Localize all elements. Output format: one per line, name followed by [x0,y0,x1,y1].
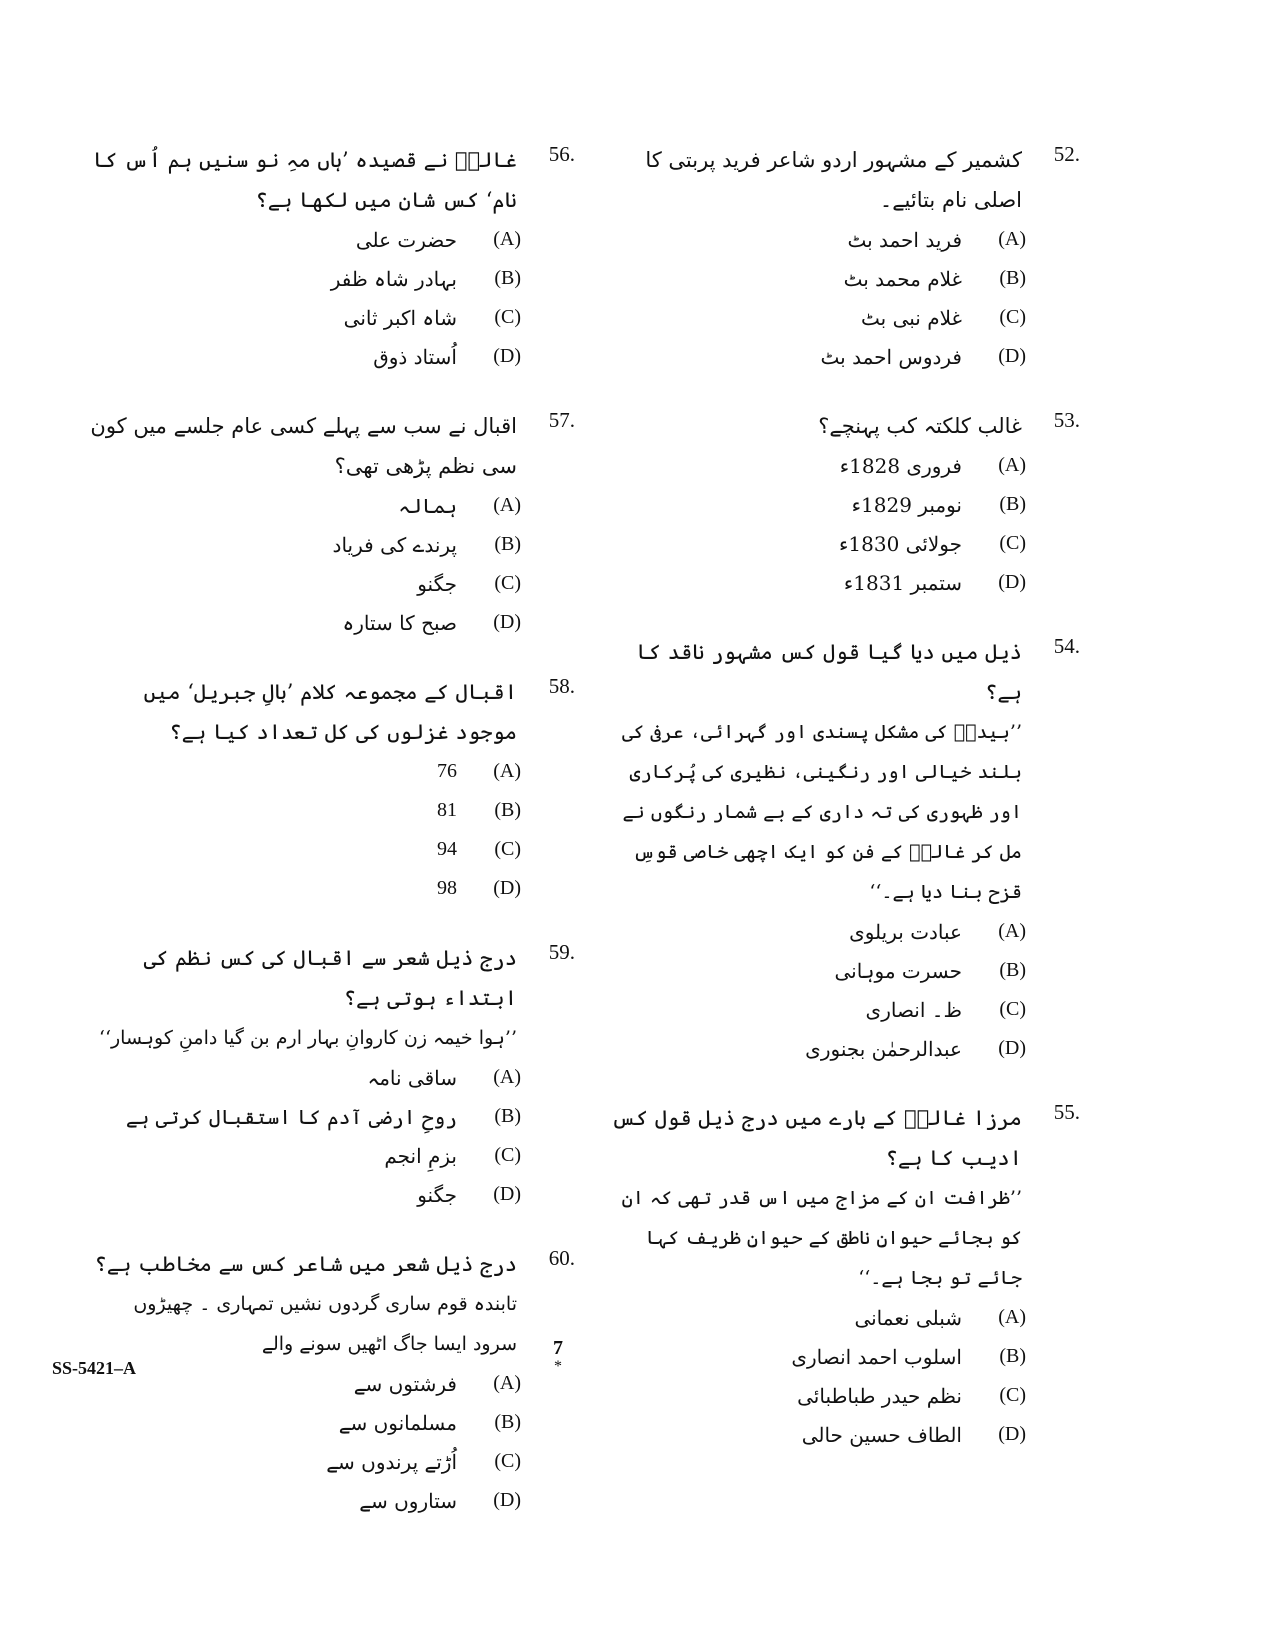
options-list [85,486,521,642]
option-text: اُستاد ذوق [373,344,457,369]
option-text: جولائی 1830ء [838,531,962,556]
option-text: روحِ ارضی آدم کا استقبال کرتی ہے [125,1104,457,1129]
question-number: 60. [548,1246,575,1270]
option-text: ستاروں سے [359,1488,457,1513]
question-stem: غالبؔ نے قصیدہ ’ہاں مہِ نو سنیں ہم اُس کا نام‘ کس شان میں لکھا ہے؟ [92,148,517,212]
option-text: 81 [437,799,457,821]
option-text: صبح کا ستارہ [342,610,457,635]
option-label: (D) [493,611,521,633]
question-59 [85,938,575,1214]
options-list [85,220,521,376]
option-a[interactable] [85,220,521,259]
option-label: (B) [494,1411,521,1433]
question-number: 52. [1053,142,1080,166]
question-stem: غالب کلکتہ کب پہنچے؟ [818,414,1022,438]
option-c[interactable] [85,1136,521,1175]
option-d[interactable] [85,1481,521,1520]
option-label: (B) [494,533,521,555]
option-text: اُڑتے پرندوں سے [326,1449,457,1474]
option-d[interactable] [600,337,1026,376]
option-text: فروری 1828ء [839,453,962,478]
option-text: فرید احمد بٹ [847,227,962,252]
option-c[interactable] [85,1442,521,1481]
option-label: (B) [494,267,521,289]
question-60 [85,1244,575,1520]
question-52 [600,140,1080,376]
option-label: (A) [493,494,521,516]
quoted-passage: ’’ظرافت ان کے مزاج میں اس قدر تھی کہ ان کو بجائے حیوانِ ناطق کے حیوانِ ظریف کہا جائے تو بجا ہے۔‘‘ [621,1187,1022,1289]
option-d[interactable] [85,603,521,642]
option-b[interactable] [85,1097,521,1136]
option-label: (B) [494,1105,521,1127]
option-d[interactable] [85,1175,521,1214]
option-a[interactable] [85,1364,521,1403]
option-text: شبلی نعمانی [854,1305,962,1330]
option-b[interactable] [85,791,521,830]
option-a[interactable] [600,1298,1026,1337]
option-text: نومبر 1829ء [851,492,962,517]
option-label: (B) [999,1345,1026,1367]
options-list [85,1364,521,1520]
option-text: عبدالرحمٰن بجنوری [805,1036,962,1061]
option-text: 98 [437,877,457,899]
option-text: مسلمانوں سے [338,1410,457,1435]
option-b[interactable] [85,525,521,564]
option-label: (C) [999,532,1026,554]
option-text: نظم حیدر طباطبائی [797,1383,962,1408]
option-a[interactable] [85,486,521,525]
option-label: (C) [494,1450,521,1472]
option-label: (D) [998,1037,1026,1059]
paper-code: SS-5421–A [52,1358,137,1378]
option-label: (A) [998,228,1026,250]
question-53 [600,406,1080,602]
option-text: بزمِ انجم [384,1143,457,1168]
option-text: الطاف حسین حالی [801,1422,962,1447]
option-label: (C) [494,1144,521,1166]
option-c[interactable] [85,298,521,337]
page-marker: * [554,1358,562,1375]
option-label: (D) [998,1423,1026,1445]
option-label: (A) [998,920,1026,942]
option-d[interactable] [85,869,521,908]
option-label: (C) [494,572,521,594]
question-58 [85,672,575,908]
question-56 [85,140,575,376]
options-list [600,1298,1026,1454]
option-text: پرندے کی فریاد [332,532,457,557]
option-label: (A) [998,454,1026,476]
question-number: 58. [548,674,575,698]
option-b[interactable] [85,1403,521,1442]
option-b[interactable] [600,1337,1026,1376]
question-stem: اقبال کے مجموعہ کلام ’بالِ جبریل‘ میں موجود غزلوں کی کل تعداد کیا ہے؟ [143,680,517,744]
option-text: شاہ اکبر ثانی [343,305,457,330]
option-b[interactable] [600,951,1026,990]
option-c[interactable] [600,1376,1026,1415]
option-text: 76 [437,760,457,782]
quoted-verse: تابندہ قوم ساری گردوں نشیں تمہاری ۔ چھیڑوں سرود ایسا جاگ اٹھیں سونے والے [133,1293,517,1355]
option-c[interactable] [85,564,521,603]
option-text: عبادت بریلوی [849,919,962,944]
option-b[interactable] [85,259,521,298]
option-a[interactable] [600,220,1026,259]
option-label: (C) [999,306,1026,328]
option-text: ساقی نامہ [367,1065,457,1090]
left-column [85,140,575,1550]
option-label: (A) [493,1066,521,1088]
option-text: فرشتوں سے [353,1371,457,1396]
options-list [600,446,1026,602]
option-d[interactable] [600,1029,1026,1068]
option-label: (D) [998,571,1026,593]
option-label: (C) [494,306,521,328]
question-number: 56. [548,142,575,166]
option-label: (C) [494,838,521,860]
option-c[interactable] [85,830,521,869]
option-c[interactable] [600,298,1026,337]
question-stem: درج ذیل شعر سے اقبال کی کس نظم کی ابتداء ہوتی ہے؟ [143,946,517,1010]
options-list [85,1058,521,1214]
option-label: (B) [999,959,1026,981]
question-stem: اقبال نے سب سے پہلے کسی عام جلسے میں کون سی نظم پڑھی تھی؟ [90,414,517,478]
question-number: 53. [1053,408,1080,432]
option-label: (A) [493,228,521,250]
option-label: (B) [999,267,1026,289]
option-text: جگنو [417,1182,457,1207]
option-label: (A) [493,1372,521,1394]
option-text: ہمالہ [398,493,457,518]
question-stem: درج ذیل شعر میں شاعر کس سے مخاطب ہے؟ [94,1252,517,1276]
option-text: اسلوب احمد انصاری [791,1344,962,1369]
question-number: 55. [1053,1100,1080,1124]
option-text: ظ۔ انصاری [865,997,962,1022]
question-stem: مرزا غالبؔ کے بارے میں درج ذیل قول کس ادیب کا ہے؟ [611,1106,1022,1170]
option-label: (D) [493,345,521,367]
option-label: (D) [493,1183,521,1205]
option-text: فردوس احمد بٹ [820,344,962,369]
option-c[interactable] [600,990,1026,1029]
option-a[interactable] [85,1058,521,1097]
options-list [85,752,521,908]
option-label: (A) [998,1306,1026,1328]
question-55 [600,1098,1080,1454]
option-d[interactable] [85,337,521,376]
quoted-passage: ’’بیدلؔ کی مشکل پسندی اور گہرائی، عرفی کی بلند خیالی اور رنگینی، نظیری کی پُرکاری اور ظہوری کی تہ داری کے بے شمار رنگوں نے مل کر غالبؔ کے فن کو ایک اچھی خاصی قوسِ قزح بنا دیا ہے۔‘‘ [621,721,1022,903]
right-column [600,140,1080,1484]
option-text: جگنو [417,571,457,596]
option-d[interactable] [600,563,1026,602]
option-label: (A) [493,760,521,782]
option-label: (D) [493,1489,521,1511]
question-stem: ذیل میں دیا گیا قول کس مشہور ناقد کا ہے؟ [636,640,1022,704]
option-label: (D) [998,345,1026,367]
page-number: 7 [553,1337,563,1359]
option-text: حسرت موہانی [834,958,962,983]
option-label: (D) [493,877,521,899]
question-stem: کشمیر کے مشہور اردو شاعر فرید پربتی کا اصلی نام بتائیے۔ [645,148,1022,212]
question-number: 54. [1053,634,1080,658]
quoted-verse: ’’ہوا خیمہ زن کاروانِ بہار ارم بن گیا دامنِ کوہسار‘‘ [98,1027,517,1049]
option-label: (C) [999,998,1026,1020]
options-list [600,912,1026,1068]
options-list [600,220,1026,376]
option-d[interactable] [600,1415,1026,1454]
option-a[interactable] [85,752,521,791]
option-text: 94 [437,838,457,860]
question-number: 59. [548,940,575,964]
option-label: (B) [494,799,521,821]
option-label: (B) [999,493,1026,515]
option-text: غلام نبی بٹ [861,305,962,330]
option-label: (C) [999,1384,1026,1406]
option-b[interactable] [600,485,1026,524]
option-text: غلام محمد بٹ [843,266,962,291]
question-number: 57. [548,408,575,432]
question-57 [85,406,575,642]
option-text: بہادر شاہ ظفر [330,266,457,291]
option-a[interactable] [600,912,1026,951]
option-c[interactable] [600,524,1026,563]
option-text: حضرت علی [355,227,457,252]
option-text: ستمبر 1831ء [843,570,962,595]
option-b[interactable] [600,259,1026,298]
option-a[interactable] [600,446,1026,485]
question-54 [600,632,1080,1068]
